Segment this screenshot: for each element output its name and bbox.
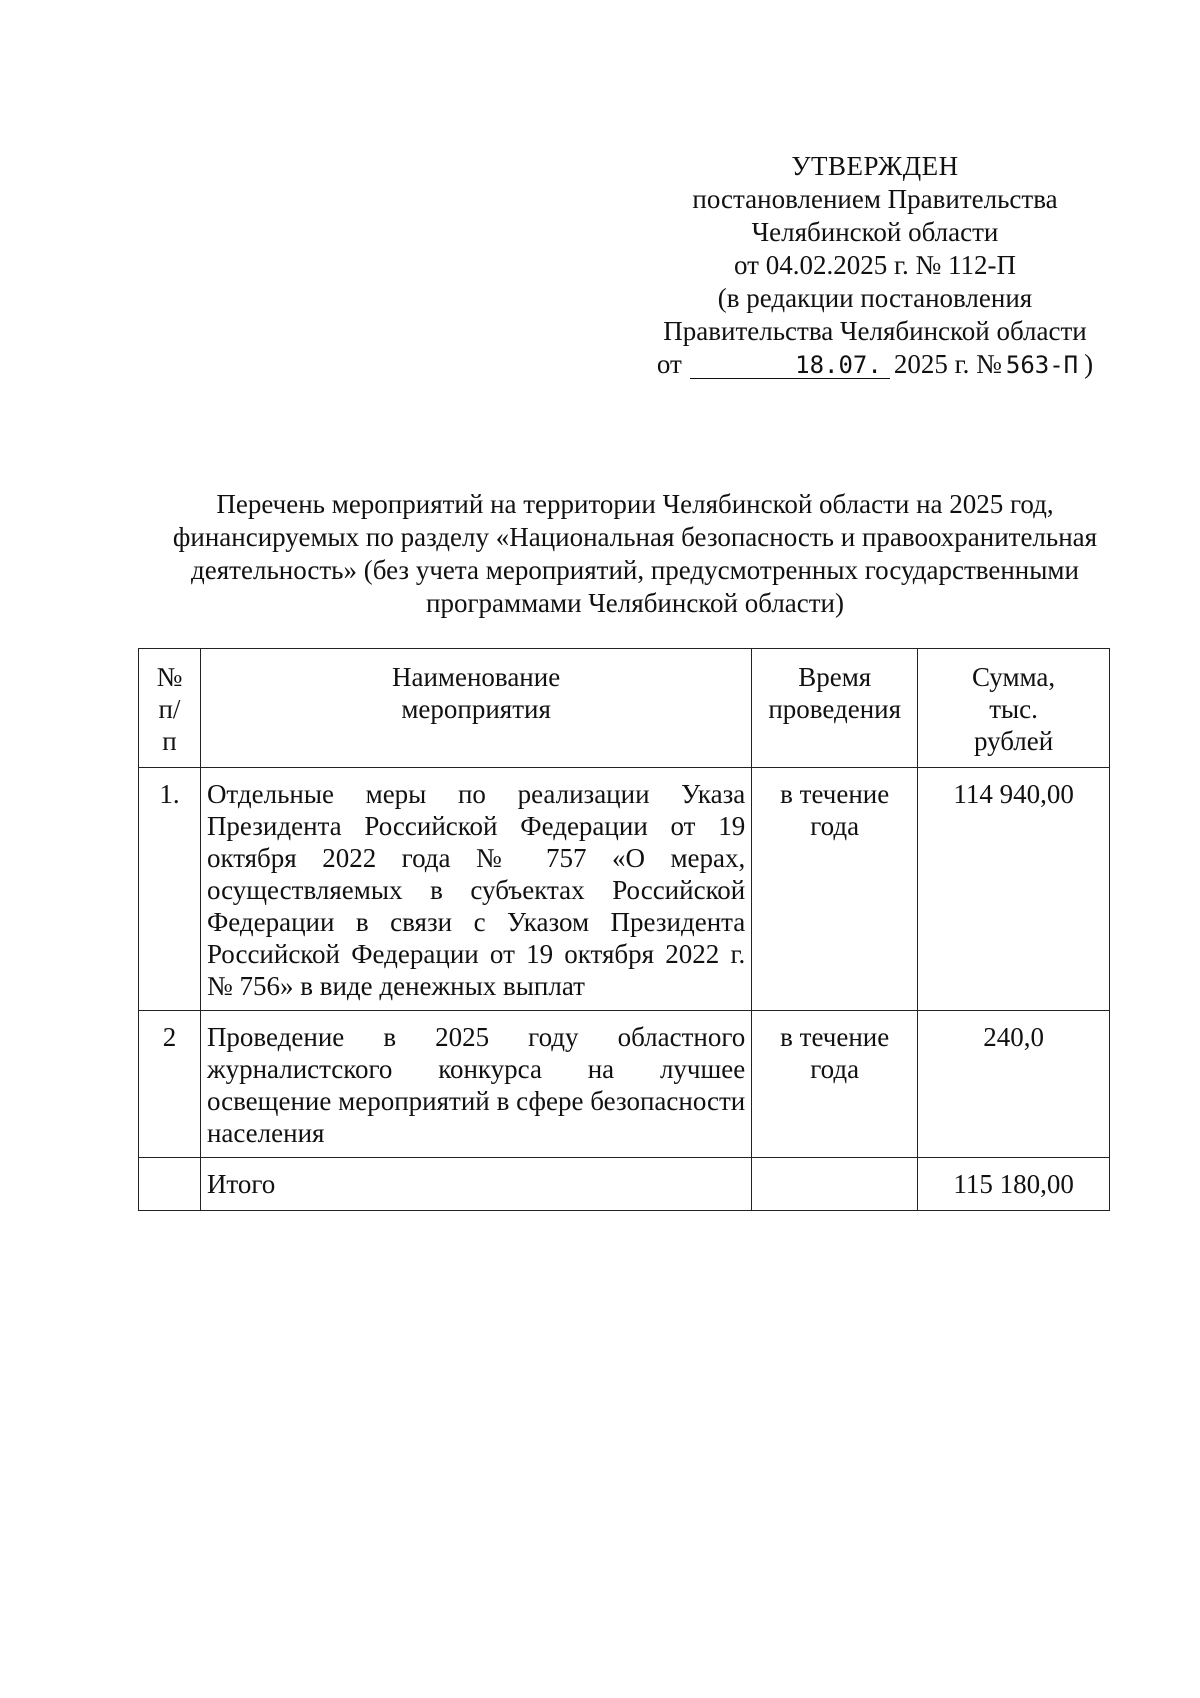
- row-2-time: в течение года: [752, 1011, 918, 1158]
- row-2-num: 2: [139, 1011, 201, 1158]
- heading-line-1: Перечень мероприятий на территории Челябинской области на 2025 год,: [216, 489, 1054, 519]
- approval-line-4: (в редакции постановления: [717, 283, 1033, 313]
- row-1-num: 1.: [139, 768, 201, 1011]
- total-label: Итого: [200, 1158, 751, 1211]
- amendment-prefix: от: [656, 349, 682, 379]
- table-row: [139, 768, 1110, 1011]
- approval-block: [640, 150, 1110, 381]
- total-num: [139, 1158, 201, 1211]
- approval-title: УТВЕРЖДЕН: [791, 151, 959, 181]
- approval-line-2: Челябинской области: [751, 217, 999, 247]
- total-time: [752, 1158, 918, 1211]
- amendment-number-field: 563-П: [1005, 351, 1079, 379]
- header-sum: Сумма, тыс. рублей: [918, 649, 1110, 768]
- row-2-name: Проведение в 2025 году областного журналистского конкурса на лучшее освещение мероприятий в сфере безопасности населения: [200, 1011, 751, 1158]
- amendment-suffix: ): [1084, 349, 1094, 379]
- approval-line-1: постановлением Правительства: [692, 184, 1058, 214]
- row-2-sum: 240,0: [918, 1011, 1110, 1158]
- header-name: Наименование мероприятия: [200, 649, 751, 768]
- approval-line-3: от 04.02.2025 г. № 112-П: [734, 250, 1016, 280]
- row-1-sum: 114 940,00: [918, 768, 1110, 1011]
- table-header-row: [139, 649, 1110, 768]
- amendment-date-field: 18.07.: [690, 352, 890, 379]
- amendment-line: [640, 348, 1110, 381]
- table-total-row: [139, 1158, 1110, 1211]
- heading-line-2: финансируемых по разделу «Национальная безопасность и правоохранительная: [172, 522, 1098, 552]
- total-sum: 115 180,00: [918, 1158, 1110, 1211]
- header-time: Время проведения: [752, 649, 918, 768]
- amendment-year: 2025 г. №: [893, 349, 1002, 379]
- heading-line-3: деятельность» (без учета мероприятий, предусмотренных государственными: [191, 555, 1079, 585]
- row-1-name: Отдельные меры по реализации Указа Президента Российской Федерации от 19 октября 2022 года № 757 «О мерах, осуществляемых в субъектах Российской Федерации в связи с Указом Президента Российской Федерации от 19 октября 2022 г. № 756» в виде денежных выплат: [200, 768, 751, 1011]
- header-num: № п/п: [139, 649, 201, 768]
- events-table: [138, 648, 1110, 1211]
- table-row: [139, 1011, 1110, 1158]
- heading-line-4: программами Челябинской области): [426, 588, 844, 618]
- document-heading: [140, 488, 1130, 620]
- row-1-time: в течение года: [752, 768, 918, 1011]
- approval-line-5: Правительства Челябинской области: [663, 316, 1087, 346]
